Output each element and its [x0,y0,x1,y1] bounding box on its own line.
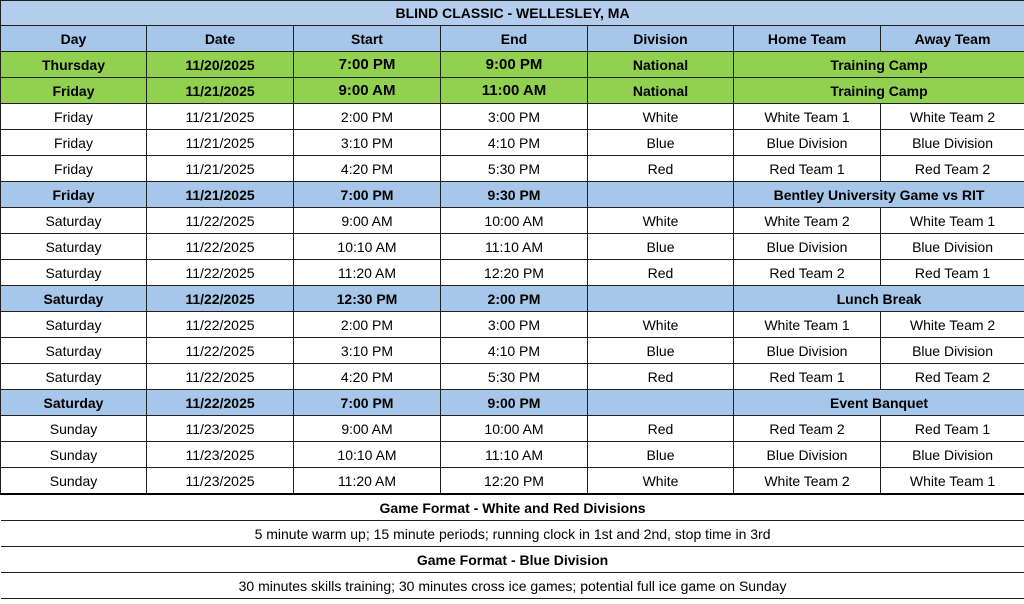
table-row [1,234,1024,260]
cell-event: Lunch Break [734,286,1024,312]
cell-away-team: White Team 2 [881,312,1024,338]
cell-away-team: White Team 1 [881,468,1024,495]
format-heading-row [1,547,1024,573]
cell-event: Training Camp [734,78,1024,104]
cell-division: National [588,52,734,78]
cell-start: 2:00 PM [294,104,441,130]
title-row [1,1,1024,26]
cell-division: Blue [588,130,734,156]
cell-away-team: Red Team 1 [881,260,1024,286]
table-row [1,130,1024,156]
cell-day: Friday [1,104,147,130]
cell-end: 10:00 AM [441,208,588,234]
cell-start: 10:10 AM [294,442,441,468]
cell-division: White [588,104,734,130]
cell-start: 4:20 PM [294,364,441,390]
cell-day: Sunday [1,416,147,442]
cell-home-team: Blue Division [734,130,881,156]
cell-away-team: Red Team 2 [881,364,1024,390]
format-text-row [1,521,1024,547]
cell-division: Red [588,416,734,442]
cell-event: Training Camp [734,52,1024,78]
event-row [1,52,1024,78]
cell-date: 11/20/2025 [147,52,294,78]
cell-day: Saturday [1,390,147,416]
cell-away-team: Blue Division [881,442,1024,468]
cell-day: Friday [1,156,147,182]
table-row [1,156,1024,182]
cell-division: White [588,468,734,495]
cell-date: 11/23/2025 [147,468,294,495]
cell-start: 10:10 AM [294,234,441,260]
cell-end: 10:00 AM [441,416,588,442]
cell-division: Blue [588,234,734,260]
cell-date: 11/21/2025 [147,130,294,156]
cell-end: 11:10 AM [441,234,588,260]
cell-date: 11/22/2025 [147,260,294,286]
cell-division [588,182,734,208]
cell-end: 3:00 PM [441,312,588,338]
cell-home-team: White Team 1 [734,312,881,338]
cell-division: Blue [588,338,734,364]
cell-day: Friday [1,182,147,208]
cell-away-team: Red Team 2 [881,156,1024,182]
table-row [1,208,1024,234]
cell-date: 11/22/2025 [147,312,294,338]
cell-away-team: Blue Division [881,130,1024,156]
cell-home-team: Red Team 2 [734,416,881,442]
event-row [1,182,1024,208]
cell-day: Saturday [1,312,147,338]
table-row [1,442,1024,468]
cell-home-team: Blue Division [734,442,881,468]
cell-home-team: White Team 2 [734,208,881,234]
format-heading: Game Format - White and Red Divisions [1,494,1024,521]
cell-start: 7:00 PM [294,52,441,78]
cell-home-team: Red Team 1 [734,156,881,182]
header-start: Start [294,26,441,52]
cell-start: 2:00 PM [294,312,441,338]
cell-division [588,390,734,416]
cell-home-team: Blue Division [734,234,881,260]
cell-day: Saturday [1,364,147,390]
header-row [1,26,1024,52]
cell-end: 11:00 AM [441,78,588,104]
cell-date: 11/22/2025 [147,338,294,364]
cell-date: 11/21/2025 [147,78,294,104]
cell-division: Red [588,260,734,286]
cell-start: 3:10 PM [294,338,441,364]
cell-end: 9:00 PM [441,390,588,416]
cell-home-team: White Team 2 [734,468,881,495]
cell-away-team: Blue Division [881,338,1024,364]
cell-day: Saturday [1,208,147,234]
event-row [1,286,1024,312]
format-heading-row [1,494,1024,521]
header-away-team: Away Team [881,26,1024,52]
header-division: Division [588,26,734,52]
table-row [1,312,1024,338]
cell-end: 3:00 PM [441,104,588,130]
cell-end: 4:10 PM [441,130,588,156]
cell-division [588,286,734,312]
header-end: End [441,26,588,52]
cell-division: National [588,78,734,104]
cell-date: 11/22/2025 [147,234,294,260]
cell-day: Saturday [1,234,147,260]
cell-home-team: White Team 1 [734,104,881,130]
cell-end: 5:30 PM [441,156,588,182]
cell-day: Friday [1,130,147,156]
table-row [1,364,1024,390]
cell-start: 3:10 PM [294,130,441,156]
cell-division: White [588,208,734,234]
cell-day: Saturday [1,338,147,364]
cell-division: White [588,312,734,338]
cell-date: 11/23/2025 [147,442,294,468]
cell-end: 12:20 PM [441,260,588,286]
cell-start: 11:20 AM [294,260,441,286]
cell-event: Event Banquet [734,390,1024,416]
cell-date: 11/22/2025 [147,286,294,312]
cell-start: 9:00 AM [294,416,441,442]
table-row [1,338,1024,364]
header-date: Date [147,26,294,52]
cell-date: 11/23/2025 [147,416,294,442]
cell-away-team: Blue Division [881,234,1024,260]
cell-start: 11:20 AM [294,468,441,495]
cell-end: 4:10 PM [441,338,588,364]
cell-date: 11/21/2025 [147,182,294,208]
cell-date: 11/22/2025 [147,208,294,234]
event-row [1,390,1024,416]
cell-division: Red [588,156,734,182]
cell-date: 11/21/2025 [147,104,294,130]
cell-end: 5:30 PM [441,364,588,390]
table-row [1,416,1024,442]
cell-end: 9:30 PM [441,182,588,208]
cell-start: 12:30 PM [294,286,441,312]
format-heading: Game Format - Blue Division [1,547,1024,573]
event-row [1,78,1024,104]
page-title: BLIND CLASSIC - WELLESLEY, MA [1,1,1024,26]
cell-division: Blue [588,442,734,468]
cell-date: 11/22/2025 [147,364,294,390]
format-text: 30 minutes skills training; 30 minutes cross ice games; potential full ice game on Sunday [1,573,1024,599]
format-text-row [1,573,1024,599]
cell-event: Bentley University Game vs RIT [734,182,1024,208]
cell-day: Friday [1,78,147,104]
cell-day: Thursday [1,52,147,78]
cell-start: 4:20 PM [294,156,441,182]
cell-day: Sunday [1,468,147,495]
cell-date: 11/22/2025 [147,390,294,416]
table-row [1,468,1024,495]
cell-date: 11/21/2025 [147,156,294,182]
header-home-team: Home Team [734,26,881,52]
cell-end: 11:10 AM [441,442,588,468]
cell-away-team: White Team 1 [881,208,1024,234]
cell-home-team: Blue Division [734,338,881,364]
cell-home-team: Red Team 1 [734,364,881,390]
cell-start: 9:00 AM [294,208,441,234]
cell-home-team: Red Team 2 [734,260,881,286]
header-day: Day [1,26,147,52]
format-text: 5 minute warm up; 15 minute periods; running clock in 1st and 2nd, stop time in 3rd [1,521,1024,547]
cell-day: Saturday [1,260,147,286]
cell-start: 9:00 AM [294,78,441,104]
cell-end: 2:00 PM [441,286,588,312]
cell-day: Sunday [1,442,147,468]
cell-start: 7:00 PM [294,390,441,416]
cell-away-team: Red Team 1 [881,416,1024,442]
table-row [1,260,1024,286]
table-row [1,104,1024,130]
cell-end: 12:20 PM [441,468,588,495]
cell-away-team: White Team 2 [881,104,1024,130]
cell-end: 9:00 PM [441,52,588,78]
cell-day: Saturday [1,286,147,312]
cell-start: 7:00 PM [294,182,441,208]
cell-division: Red [588,364,734,390]
